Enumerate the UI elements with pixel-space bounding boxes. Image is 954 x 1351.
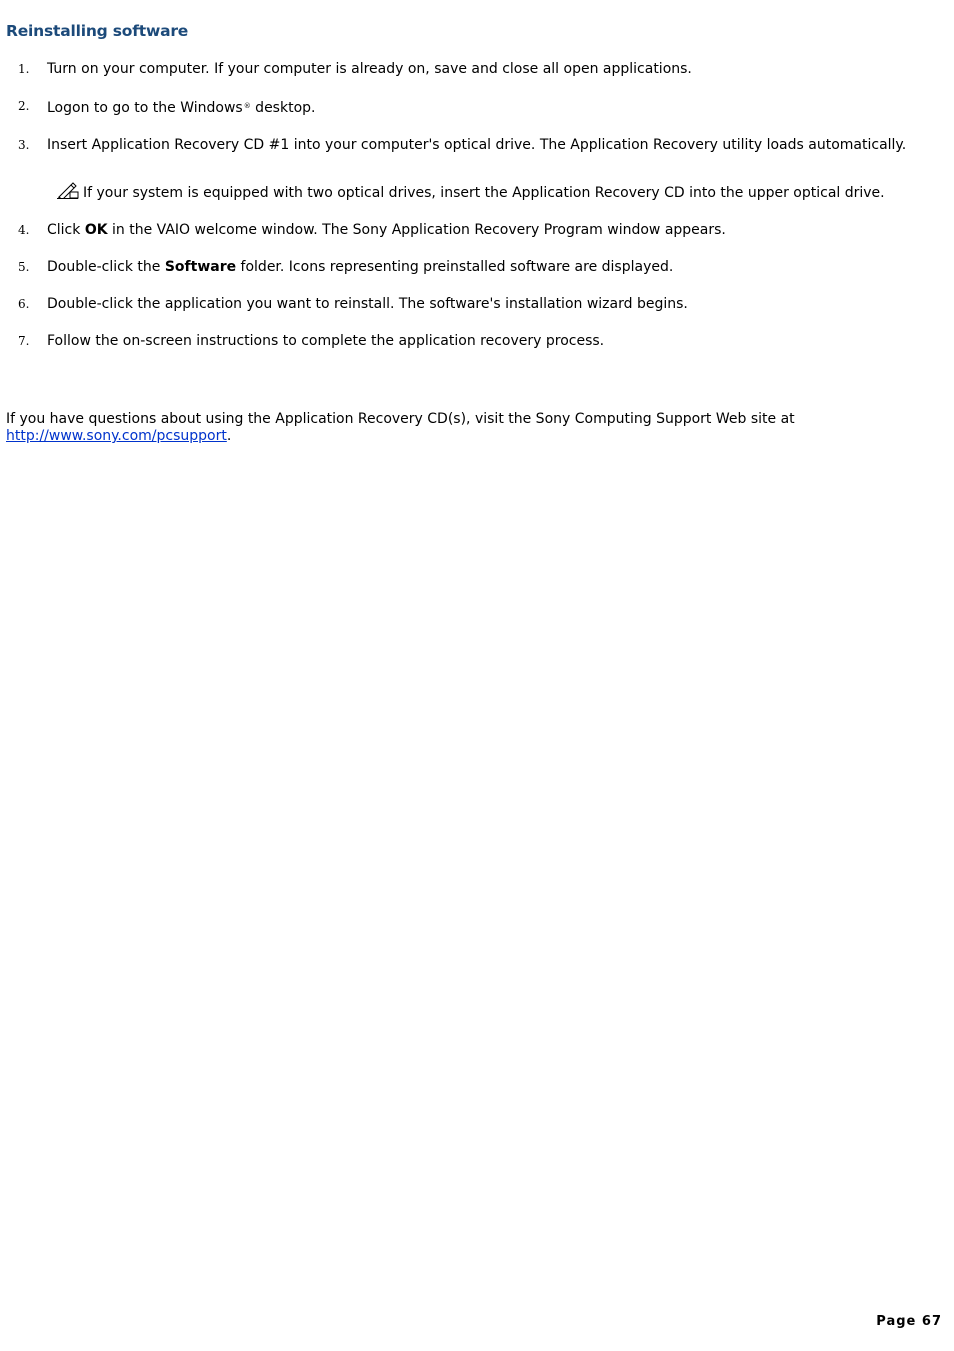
step-text (47, 259, 673, 275)
step-number: 3. (18, 138, 30, 152)
step-number: 6. (18, 297, 30, 311)
step-text-start: Click (47, 222, 85, 238)
list-item (0, 97, 920, 117)
note-pencil-icon (57, 181, 79, 199)
step-text: Insert Application Recovery CD #1 into your computer's optical drive. The Application Recovery utility loads automatically. (47, 137, 907, 153)
software-folder-label: Software (164, 259, 237, 275)
support-link[interactable]: http://www.sony.com/pcsupport (6, 428, 227, 444)
step-text-start: Logon to go to the Windows (47, 100, 243, 116)
list-item (0, 60, 920, 78)
step-number: 7. (18, 334, 30, 348)
step-text (47, 222, 726, 238)
step-text-end: folder. Icons representing preinstalled software are displayed. (236, 259, 674, 275)
registered-mark: ® (243, 102, 251, 110)
support-paragraph (6, 411, 926, 445)
step-text: Double-click the application you want to reinstall. The software's installation wizard begins. (47, 296, 688, 312)
note (47, 181, 920, 202)
ok-label: OK (84, 222, 108, 238)
step-number: 5. (18, 260, 30, 274)
list-item (0, 136, 920, 202)
step-number: 1. (18, 62, 30, 76)
page-title: Reinstalling software (6, 22, 189, 40)
list-item (0, 258, 920, 276)
list-item (0, 332, 920, 350)
list-item (0, 221, 920, 239)
step-text-start: Double-click the (47, 259, 165, 275)
page-number: Page 67 (876, 1314, 942, 1329)
steps-list (0, 60, 920, 369)
step-number: 4. (18, 223, 30, 237)
note-text: If your system is equipped with two optical drives, insert the Application Recovery CD into the upper optical drive. (83, 185, 885, 201)
step-text: Turn on your computer. If your computer is already on, save and close all open applications. (47, 61, 692, 77)
list-item (0, 295, 920, 313)
step-text-end: in the VAIO welcome window. The Sony Application Recovery Program window appears. (107, 222, 726, 238)
support-text: If you have questions about using the Application Recovery CD(s), visit the Sony Computing Support Web site at (6, 411, 795, 427)
step-text: Follow the on-screen instructions to complete the application recovery process. (47, 333, 605, 349)
support-trailing: . (226, 428, 232, 444)
step-number: 2. (18, 99, 30, 113)
step-text-end: desktop. (250, 100, 316, 116)
step-text (47, 100, 315, 116)
